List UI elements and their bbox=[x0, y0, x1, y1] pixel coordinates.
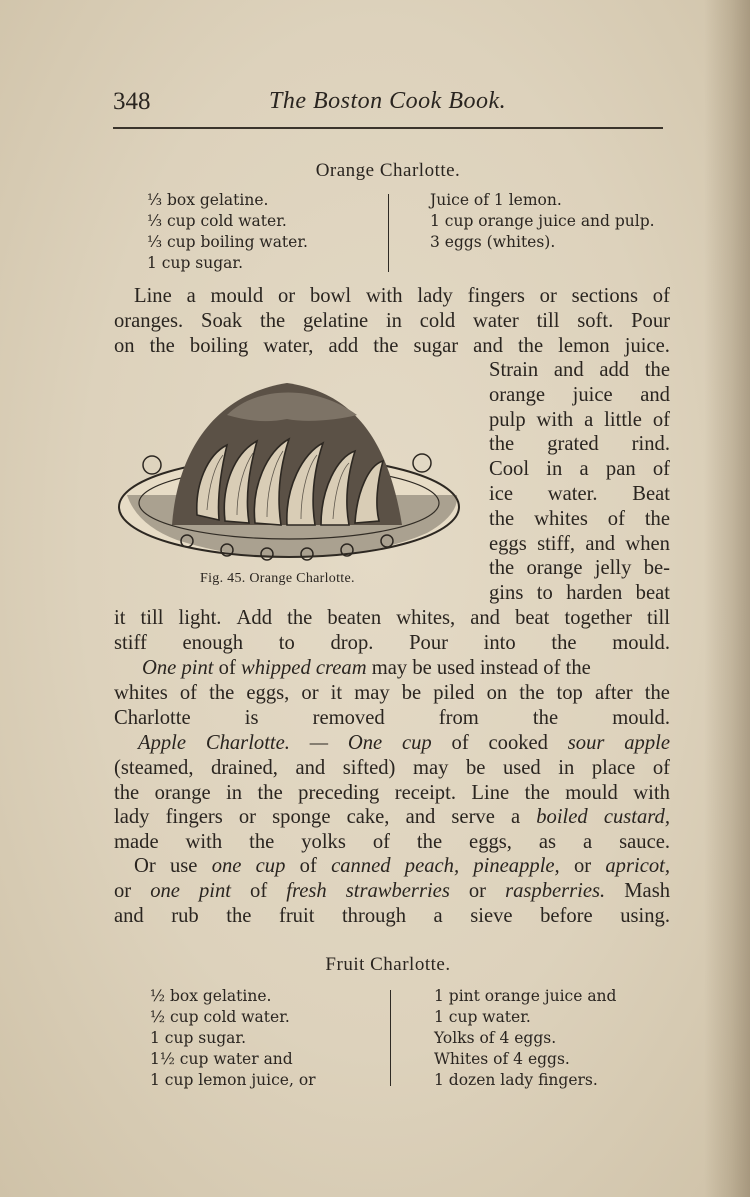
ingredient-divider bbox=[388, 194, 389, 272]
text-line: oranges. Soak the gelatine in cold water till soft. Pour bbox=[114, 309, 670, 332]
text-span: may be used instead of the bbox=[366, 657, 591, 679]
text-line: Line a mould or bowl with lady fingers or sections of bbox=[134, 285, 670, 307]
text-line: on the boiling water, add the sugar and the lemon juice. bbox=[114, 334, 670, 357]
ingredients-left-fruit bbox=[150, 986, 316, 1091]
text-span: of bbox=[231, 879, 287, 902]
italic-text: sour apple bbox=[567, 732, 670, 754]
text-line: and rub the fruit through a sieve before using. bbox=[114, 904, 670, 927]
text-line: the orange jelly be- bbox=[489, 557, 670, 580]
apple-charlotte-paragraph bbox=[114, 731, 670, 855]
italic-text: fresh strawberries bbox=[286, 879, 450, 902]
ingredient-item: 1 cup sugar. bbox=[147, 254, 244, 272]
text-line bbox=[114, 805, 670, 830]
ingredient-item: 1 cup water. bbox=[434, 1008, 531, 1026]
header-rule bbox=[113, 127, 663, 129]
ingredient-item: 1 cup orange juice and pulp. bbox=[430, 212, 655, 230]
ingredient-item: 1 pint orange juice and bbox=[434, 987, 617, 1005]
text-span: lady fingers or sponge cake, and serve a bbox=[114, 806, 537, 829]
italic-text: raspberries. bbox=[505, 879, 606, 902]
ingredient-item: 3 eggs (whites). bbox=[430, 233, 556, 251]
italic-text: boiled custard, bbox=[536, 806, 670, 829]
text-span: or bbox=[449, 879, 506, 902]
text-line: the grated rind. bbox=[489, 433, 670, 456]
italic-text: whipped cream bbox=[240, 657, 367, 679]
fruit-variation-paragraph bbox=[114, 854, 670, 928]
ingredient-item: ½ cup cold water. bbox=[150, 1008, 290, 1026]
page-number: 348 bbox=[113, 88, 151, 115]
ingredient-item: ⅓ cup cold water. bbox=[147, 212, 287, 230]
instructions-continuation bbox=[114, 606, 670, 656]
text-span: of cooked bbox=[431, 732, 568, 754]
running-title: The Boston Cook Book. bbox=[269, 88, 507, 114]
instructions-paragraph bbox=[114, 284, 670, 358]
text-line: eggs stiff, and when bbox=[489, 532, 670, 555]
italic-text: canned peach, pineapple, bbox=[331, 855, 560, 877]
text-line bbox=[114, 731, 670, 756]
ingredient-item: Whites of 4 eggs. bbox=[434, 1050, 570, 1068]
ingredient-item: ⅓ box gelatine. bbox=[147, 191, 269, 209]
text-line: made with the yolks of the eggs, as a sauce. bbox=[114, 831, 670, 854]
text-line: Strain and add the bbox=[489, 359, 670, 381]
ingredient-item: 1 dozen lady fingers. bbox=[434, 1071, 598, 1089]
text-line: Cool in a pan of bbox=[489, 458, 670, 481]
text-line: (steamed, drained, and sifted) may be used in place of bbox=[114, 756, 670, 779]
ingredient-item: Juice of 1 lemon. bbox=[430, 191, 562, 209]
ingredients-right-orange bbox=[430, 190, 655, 253]
ingredient-item: ½ box gelatine. bbox=[150, 987, 272, 1005]
figure-caption: Fig. 45. Orange Charlotte. bbox=[200, 571, 355, 586]
text-line: ice water. Beat bbox=[489, 482, 670, 505]
whipped-cream-paragraph bbox=[114, 656, 670, 730]
side-text-column bbox=[489, 358, 670, 606]
text-line: it till light. Add the beaten whites, and beat together till bbox=[114, 607, 670, 629]
ingredients-right-fruit bbox=[434, 986, 616, 1091]
text-line: Charlotte is removed from the mould. bbox=[114, 706, 670, 729]
italic-text: One pint bbox=[142, 657, 214, 679]
italic-text: apricot, bbox=[605, 855, 670, 877]
page-header bbox=[113, 88, 663, 128]
text-span: or bbox=[114, 879, 151, 902]
italic-text: one cup bbox=[211, 855, 286, 877]
ingredient-item: Yolks of 4 eggs. bbox=[434, 1029, 557, 1047]
ingredients-left-orange bbox=[147, 190, 308, 274]
page-edge-shadow bbox=[704, 0, 750, 1197]
orange-charlotte-illustration bbox=[117, 375, 467, 565]
text-line bbox=[114, 879, 670, 904]
text-span: of bbox=[285, 855, 332, 877]
text-span: or bbox=[559, 855, 606, 877]
text-line: orange juice and bbox=[489, 383, 670, 406]
text-line: pulp with a little of bbox=[489, 408, 670, 431]
text-line: the whites of the bbox=[489, 507, 670, 530]
recipe-title-fruit-charlotte: Fruit Charlotte. bbox=[325, 954, 451, 975]
ingredient-divider bbox=[390, 990, 391, 1086]
text-line bbox=[114, 854, 670, 879]
text-line: whites of the eggs, or it may be piled on the top after the bbox=[114, 681, 670, 704]
italic-text: one pint bbox=[150, 879, 232, 902]
text-line: the orange in the preceding receipt. Line the mould with bbox=[114, 781, 670, 804]
text-line: gins to harden beat bbox=[489, 582, 670, 605]
ingredient-item: 1½ cup water and bbox=[150, 1050, 293, 1068]
recipe-title-orange-charlotte: Orange Charlotte. bbox=[315, 160, 461, 181]
text-span: Or use bbox=[134, 855, 212, 877]
text-span: of bbox=[213, 657, 241, 679]
italic-text: Apple Charlotte. — One cup bbox=[138, 732, 432, 754]
ingredient-item: ⅓ cup boiling water. bbox=[147, 233, 308, 251]
ingredient-item: 1 cup lemon juice, or bbox=[150, 1071, 316, 1089]
ingredient-item: 1 cup sugar. bbox=[150, 1029, 247, 1047]
text-line bbox=[114, 656, 670, 681]
text-span: Mash bbox=[605, 879, 671, 902]
text-line: stiff enough to drop. Pour into the mould. bbox=[114, 631, 670, 654]
